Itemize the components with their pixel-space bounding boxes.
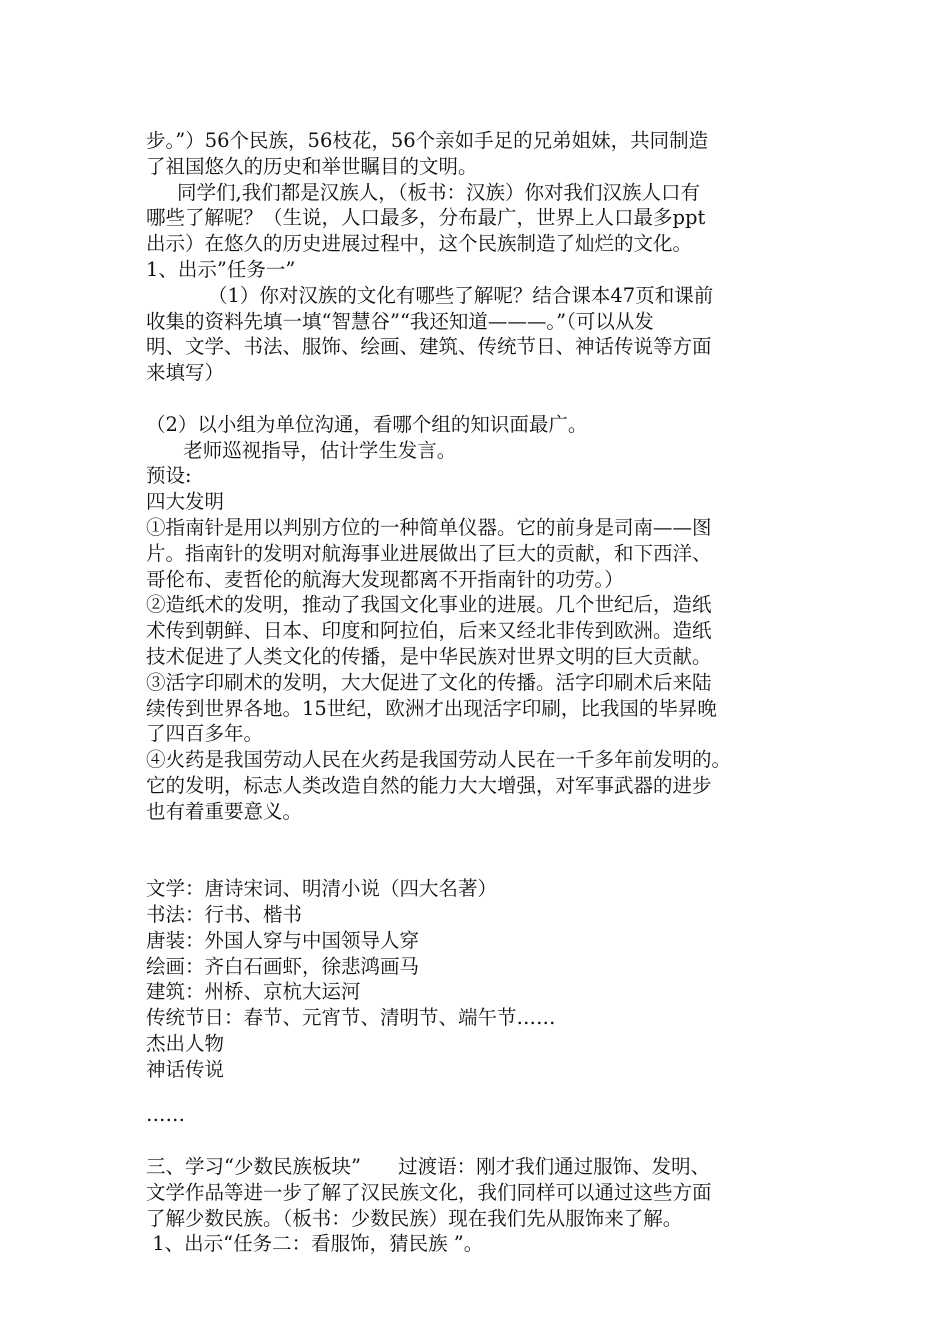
task-heading: 1、出示”任务一”	[146, 257, 296, 281]
text-line: 续传到世界各地。15世纪，欧洲才出现活字印刷，比我国的毕昇晚	[146, 696, 717, 720]
text-line: ②造纸术的发明，推动了我国文化事业的进展。几个世纪后，造纸	[146, 593, 712, 617]
text-line: 文学作品等进一步了解了汉民族文化，我们同样可以通过这些方面	[146, 1180, 712, 1204]
text-line: 来填写）	[146, 361, 225, 385]
text-line: 它的发明，标志人类改造自然的能力大大增强，对军事武器的进步	[146, 773, 712, 797]
text-line: 了祖国悠久的历史和举世瞩目的文明。	[146, 154, 478, 178]
text-line: 书法：行书、楷书	[146, 902, 303, 926]
text-line: 明、文学、书法、服饰、绘画、建筑、传统节日、神话传说等方面	[146, 335, 712, 359]
text-line: 神话传说	[146, 1057, 225, 1081]
text-line: 收集的资料先填一填“智慧谷”“我还知道———。”（可以从发	[146, 309, 654, 333]
text-line: 片。指南针的发明对航海事业进展做出了巨大的贡献，和下西洋、	[146, 541, 712, 565]
text-line: 了四百多年。	[146, 722, 264, 746]
text-line: 绘画：齐白石画虾，徐悲鸿画马	[146, 954, 420, 978]
text-line: 了解少数民族。（板书：少数民族）现在我们先从服饰来了解。	[146, 1206, 683, 1230]
ellipsis-line: ……	[146, 1103, 185, 1127]
text-line: （1）你对汉族的文化有哪些了解呢？结合课本47页和课前	[146, 283, 714, 307]
text-line: 出示）在悠久的历史进展过程中，这个民族制造了灿烂的文化。	[146, 232, 693, 256]
document-page	[146, 128, 826, 1257]
text-line: 唐装：外国人穿与中国领导人穿	[146, 928, 420, 952]
spacer	[146, 386, 826, 412]
text-line: 同学们,我们都是汉族人，（板书：汉族）你对我们汉族人口有	[146, 180, 700, 204]
spacer	[146, 825, 826, 877]
text-line: 技术促进了人类文化的传播，是中华民族对世界文明的巨大贡献。	[146, 644, 712, 668]
spacer	[146, 1082, 826, 1102]
text-line: ③活字印刷术的发明，大大促进了文化的传播。活字印刷术后来陆	[146, 670, 712, 694]
text-line: 预设:	[146, 464, 192, 488]
text-line: 步。”）56个民族，56枝花，56个亲如手足的兄弟姐妹，共同制造	[146, 129, 709, 152]
text-line: 杰出人物	[146, 1031, 225, 1055]
text-line: ④火药是我国劳动人民在火药是我国劳动人民在一千多年前发明的。	[146, 748, 732, 772]
section-label: 四大发明	[146, 490, 225, 514]
text-line: （2）以小组为单位沟通，看哪个组的知识面最广。	[146, 412, 588, 436]
text-line: 哪些了解呢？（生说，人口最多，分布最广，世界上人口最多ppt	[146, 206, 706, 230]
text-line: 传统节日：春节、元宵节、清明节、端午节……	[146, 1006, 556, 1030]
text-line: 文学：唐诗宋词、明清小说（四大名著）	[146, 877, 498, 901]
section-heading: 三、学习“少数民族板块” 过渡语：刚才我们通过服饰、发明、	[146, 1155, 711, 1179]
spacer	[146, 1128, 826, 1154]
task-heading: 1、出示“任务二：看服饰，猜民族 ”。	[146, 1232, 484, 1256]
text-line: 术传到朝鲜、日本、印度和阿拉伯，后来又经北非传到欧洲。造纸	[146, 619, 712, 643]
text-line: 哥伦布、麦哲伦的航海大发现都离不开指南针的功劳。）	[146, 567, 624, 591]
text-line: ①指南针是用以判别方位的一种简单仪器。它的前身是司南——图	[146, 515, 712, 539]
text-line: 也有着重要意义。	[146, 799, 303, 823]
text-line: 建筑：州桥、京杭大运河	[146, 980, 361, 1004]
text-line: 老师巡视指导，估计学生发言。	[146, 438, 457, 462]
